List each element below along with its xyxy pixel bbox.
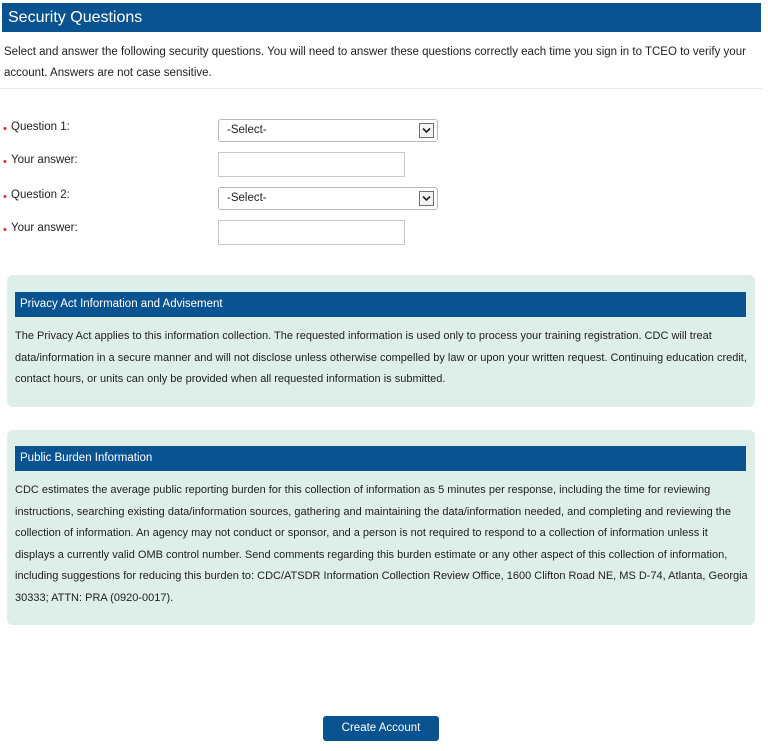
question-1-label: Question 1: [11,121,70,133]
intro-text: Select and answer the following security questions. You will need to answer these questions correctly each time you sign in to TCEO to verify your account. Answers are not case sensitive. [4,46,746,79]
privacy-act-panel [7,275,755,407]
public-burden-text: CDC estimates the average public reporting burden for this collection of information as 5 minutes per response, including the time for reviewing instructions, searching existing data/information sources, gathering and maintaining the data/information needed, and completing and reviewing the collection of information. An agency may not conduct or sponsor, and a person is not required to respond to a collection of information unless it displays a currently valid OMB control number. Send comments regarding this burden estimate or any other aspect of this collection of information, including suggestions for reducing this burden to: CDC/ATSDR Information Collection Review Office, 1600 Clifton Road NE, MS D-74, Atlanta, Georgia 30333; ATTN: PRA (0920-0017). [15,484,748,604]
question-2-selected-value: -Select- [227,192,267,204]
privacy-act-title: Privacy Act Information and Advisement [15,292,746,317]
required-marker: • [3,224,7,236]
answer-2-input[interactable] [218,220,405,245]
chevron-down-icon[interactable] [419,123,434,138]
chevron-down-icon[interactable] [419,191,434,206]
question-2-label: Question 2: [11,189,70,201]
privacy-act-text: The Privacy Act applies to this information collection. The requested information is used only to process your training registration. CDC will treat data/information in a secure manner and will not disclose unless otherwise compelled by law or upon your written request. Continuing education credit, contact hours, or units can only be provided when all requested information is submitted. [15,330,747,385]
question-1-select[interactable] [218,119,438,142]
page-title: Security Questions [2,3,761,32]
answer-1-row [0,152,460,176]
answer-1-label: Your answer: [11,154,78,166]
divider [0,88,762,89]
public-burden-title: Public Burden Information [15,446,746,471]
required-marker: • [3,123,7,135]
answer-2-row [0,220,460,244]
create-account-button[interactable]: Create Account [323,716,439,741]
answer-2-label: Your answer: [11,222,78,234]
required-marker: • [3,191,7,203]
question-1-row [0,119,460,143]
public-burden-panel [7,430,755,625]
question-2-row [0,187,460,211]
question-1-selected-value: -Select- [227,124,267,136]
required-marker: • [3,156,7,168]
answer-1-input[interactable] [218,152,405,177]
question-2-select[interactable] [218,187,438,210]
